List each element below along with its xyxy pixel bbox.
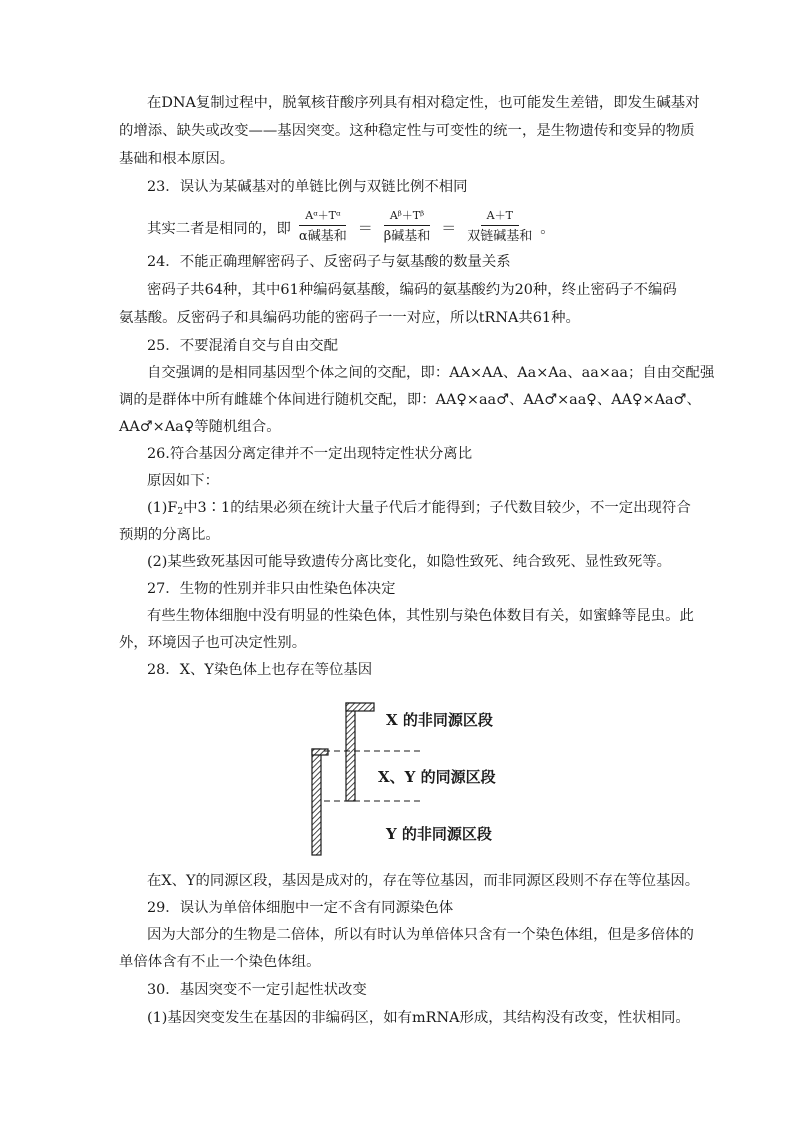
f2-text: 中3∶1的结果必须在统计大量子代后才能得到；子代数目较少，不一定出现符合 <box>183 500 691 516</box>
paragraph-line: 因为大部分的生物是二倍体，所以有时认为单倍体只含有一个染色体组，但是多倍体的 <box>147 927 694 943</box>
fraction-double <box>461 208 538 246</box>
fraction-numerator: Aᵅ＋Tᵅ <box>299 208 346 226</box>
formula-end: 。 <box>540 220 555 237</box>
paragraph-line: 原因如下： <box>147 473 219 489</box>
y-chromosome <box>312 749 328 855</box>
paragraph-line <box>147 498 691 522</box>
fraction-numerator: A＋T <box>481 208 519 226</box>
fraction-denominator: α碱基和 <box>298 229 347 244</box>
section-heading-23: 23．误认为某碱基对的单链比例与双链比例不相同 <box>147 179 468 195</box>
fraction-denominator: β碱基和 <box>383 229 431 244</box>
fraction-denominator: 双链碱基和 <box>467 229 533 244</box>
paragraph-line: 单倍体含有不止一个染色体组。 <box>119 954 321 970</box>
equals-sign: ＝ <box>357 218 373 237</box>
f2-prefix: (1)F <box>147 500 178 516</box>
section-heading-29: 29．误认为单倍体细胞中一定不含有同源染色体 <box>147 900 454 916</box>
fraction-beta <box>378 208 437 246</box>
x-chromosome <box>346 703 374 801</box>
section-heading-25: 25．不要混淆自交与自由交配 <box>147 338 338 354</box>
section-heading-26: 26.符合基因分离定律并不一定出现特定性状分离比 <box>147 446 473 462</box>
paragraph-line: 在X、Y的同源区段，基因是成对的，存在等位基因，而非同源区段则不存在等位基因。 <box>147 873 700 889</box>
paragraph-line: AA♂×Aa♀等随机组合。 <box>119 419 281 435</box>
paragraph-line: 氨基酸。反密码子和具编码功能的密码子一一对应，所以tRNA共61种。 <box>119 310 580 326</box>
section-heading-24: 24．不能正确理解密码子、反密码子与氨基酸的数量关系 <box>147 254 511 270</box>
formula-prefix: 其实二者是相同的，即 <box>147 220 291 237</box>
paragraph-line: (2)某些致死基因可能导致遗传分离比变化，如隐性致死、纯合致死、显性致死等。 <box>147 554 672 570</box>
label-xy-homologous: X、Y 的同源区段 <box>378 768 496 786</box>
section-heading-28: 28．X、Y染色体上也存在等位基因 <box>147 662 373 678</box>
paragraph-line: 密码子共64种，其中61种编码氨基酸，编码的氨基酸约为20种，终止密码子不编码 <box>147 282 677 298</box>
section-heading-30: 30．基因突变不一定引起性状改变 <box>147 982 367 998</box>
paragraph-line: 基础和根本原因。 <box>119 151 235 167</box>
paragraph-line: 调的是群体中所有雌雄个体间进行随机交配，即：AA♀×aa♂、AA♂×aa♀、AA♀×Aa♂、 <box>119 392 701 408</box>
paragraph-line: 的增添、缺失或改变——基因突变。这种稳定性与可变性的统一，是生物遗传和变异的物质 <box>119 123 695 139</box>
paragraph-line: 在DNA复制过程中，脱氧核苷酸序列具有相对稳定性，也可能发生差错，即发生碱基对 <box>147 95 700 111</box>
section-heading-27: 27．生物的性别并非只由性染色体决定 <box>147 581 396 597</box>
f2-subscript: 2 <box>177 507 184 517</box>
label-x-nonhomologous: X 的非同源区段 <box>386 711 493 729</box>
label-y-nonhomologous: Y 的非同源区段 <box>386 825 492 843</box>
ratio-formula <box>147 205 555 249</box>
paragraph-line: 外，环境因子也可决定性别。 <box>119 635 307 651</box>
paragraph-line: 预期的分离比。 <box>119 527 220 543</box>
fraction-numerator: Aᵝ＋Tᵝ <box>384 208 430 226</box>
paragraph-line: 自交强调的是相同基因型个体之间的交配，即：AA×AA、Aa×Aa、aa×aa；自由交配强 <box>147 365 715 381</box>
paragraph-line: (1)基因突变发生在基因的非编码区，如有mRNA形成，其结构没有改变，性状相同。 <box>147 1010 690 1026</box>
fraction-alpha <box>293 208 353 246</box>
xy-chromosome-diagram <box>300 695 530 865</box>
equals-sign: ＝ <box>441 218 457 237</box>
paragraph-line: 有些生物体细胞中没有明显的性染色体，其性别与染色体数目有关，如蜜蜂等昆虫。此 <box>147 608 694 624</box>
